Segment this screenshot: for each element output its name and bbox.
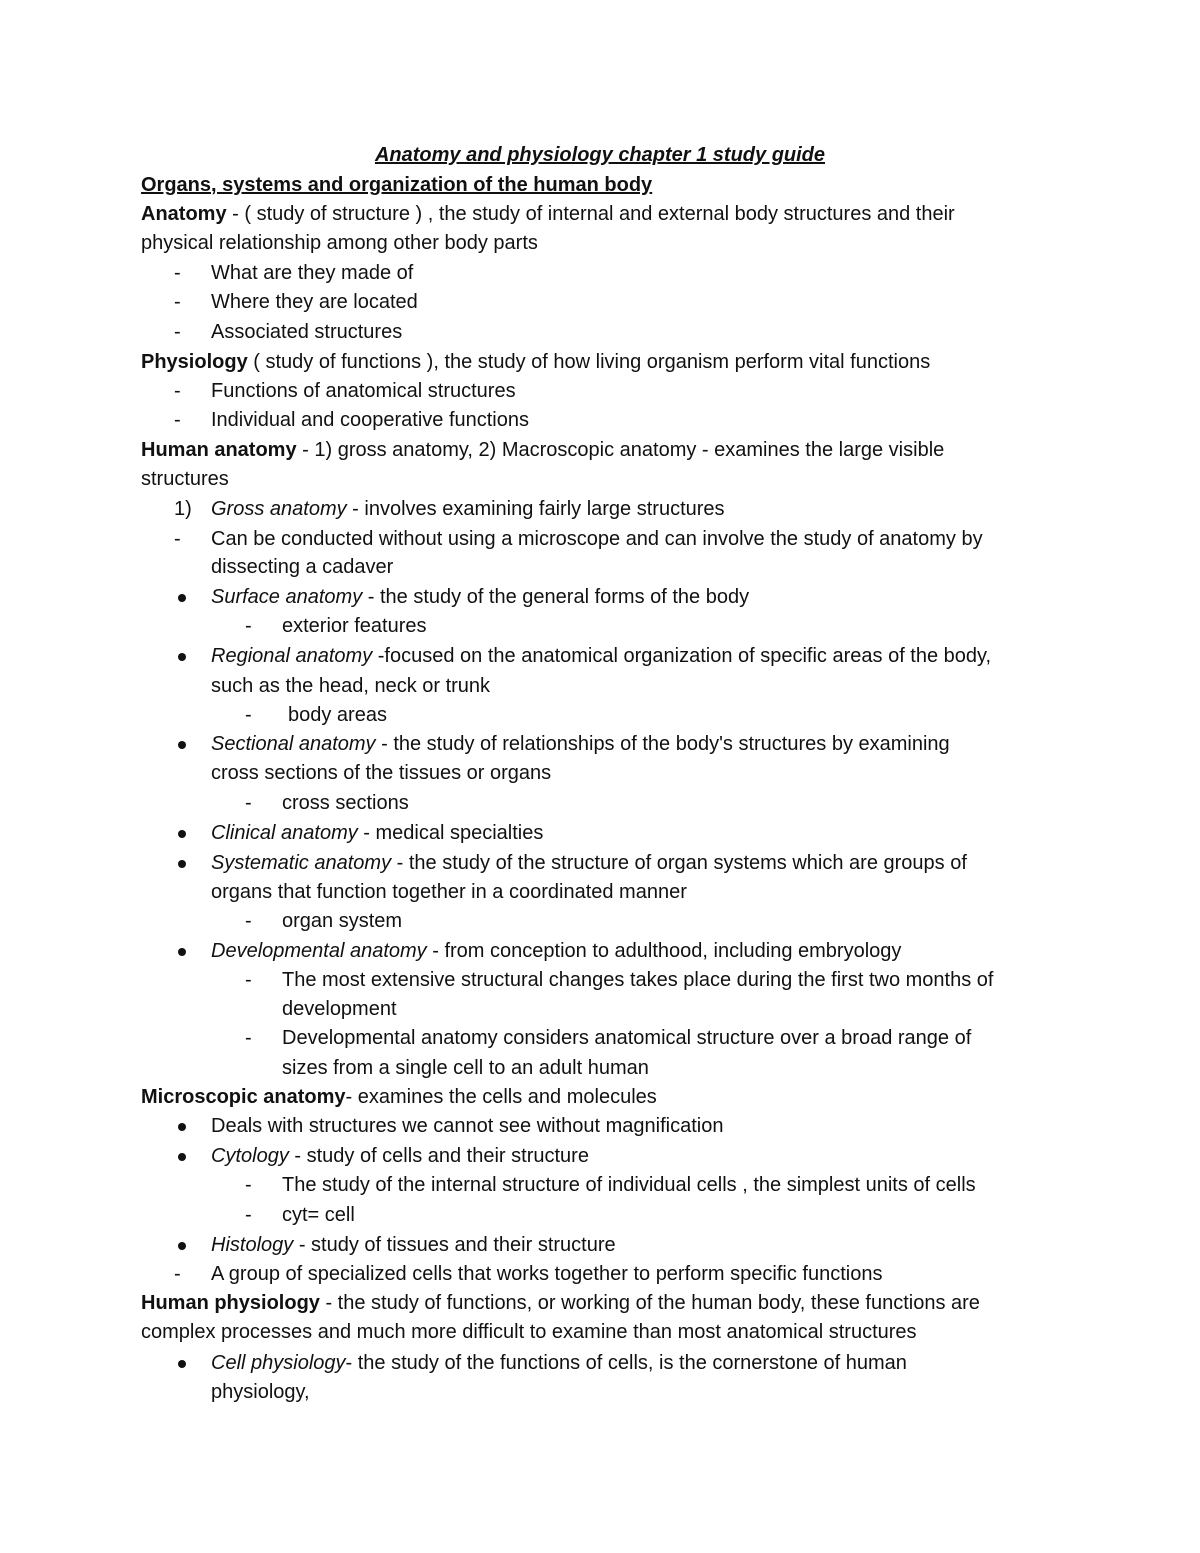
anatomy-def-line-1: - ( study of structure ) , the study of internal and external body structures and their [226,203,955,225]
human-physiology-def-line-1: - the study of functions, or working of the human body, these functions are [319,1292,980,1314]
bullet-marker [178,1123,186,1131]
dash-marker: - [174,262,181,284]
cytology-sub-2: cyt= cell [282,1204,355,1226]
dash-marker: - [245,704,252,726]
sectional-anatomy-term: Sectional anatomy [211,733,376,755]
developmental-sub-2-line-2: sizes from a single cell to an adult human [282,1057,649,1079]
cytology-def: - study of cells and their structure [288,1145,589,1167]
systematic-anatomy-item [211,851,967,875]
sectional-anatomy-sub: cross sections [282,792,409,814]
gross-anatomy-term: Gross anatomy [211,498,347,520]
human-physiology-definition [141,1291,980,1315]
systematic-anatomy-def-line-1: - the study of the structure of organ systems which are groups of [391,852,967,874]
dash-marker: - [245,969,252,991]
anatomy-term: Anatomy [141,203,227,225]
gross-note-line-1: Can be conducted without using a microscope and can involve the study of anatomy by [211,528,983,550]
dash-marker: - [174,291,181,313]
list-item: Where they are located [211,291,418,313]
dash-marker: - [174,528,181,550]
systematic-anatomy-term: Systematic anatomy [211,852,392,874]
gross-anatomy-def: - involves examining fairly large structures [346,498,725,520]
dash-marker: - [174,1263,181,1285]
developmental-anatomy-term: Developmental anatomy [211,940,427,962]
bullet-marker [178,741,186,749]
dash-marker: - [245,1204,252,1226]
systematic-anatomy-sub: organ system [282,910,403,932]
developmental-anatomy-def: - from conception to adulthood, including embryology [426,940,902,962]
sectional-anatomy-def-line-2: cross sections of the tissues or organs [211,762,552,784]
developmental-anatomy-item [211,939,901,963]
regional-anatomy-term: Regional anatomy [211,645,373,667]
surface-anatomy-item [211,585,749,609]
dash-marker: - [174,409,181,431]
number-marker: 1) [174,498,192,520]
microscopic-anatomy-definition [141,1085,657,1109]
dash-marker: - [174,321,181,343]
cell-physiology-def-line-1: - the study of the functions of cells, is the cornerstone of human [345,1352,907,1374]
dash-marker: - [245,615,252,637]
surface-anatomy-def: - the study of the general forms of the body [362,586,750,608]
tissue-note: A group of specialized cells that works together to perform specific functions [211,1263,883,1285]
human-anatomy-def-line-2: structures [141,468,229,490]
anatomy-def-line-2: physical relationship among other body parts [141,232,538,254]
physiology-term: Physiology [141,351,248,373]
bullet-marker [178,1153,186,1161]
surface-anatomy-term: Surface anatomy [211,586,363,608]
regional-anatomy-sub: body areas [288,704,387,726]
sectional-anatomy-def-line-1: - the study of relationships of the body's structures by examining [375,733,950,755]
human-physiology-def-line-2: complex processes and much more difficult to examine than most anatomical structures [141,1321,917,1343]
document-title: Anatomy and physiology chapter 1 study guide [374,144,826,166]
list-item: Associated structures [211,321,403,343]
dash-marker: - [174,380,181,402]
developmental-sub-2-line-1: Developmental anatomy considers anatomical structure over a broad range of [282,1027,972,1049]
gross-note-line-2: dissecting a cadaver [211,556,394,578]
human-anatomy-definition [141,438,944,462]
dash-marker: - [245,792,252,814]
list-item: Individual and cooperative functions [211,409,529,431]
section-heading: Organs, systems and organization of the human body [141,174,653,196]
bullet-marker [178,653,186,661]
bullet-marker [178,860,186,868]
clinical-anatomy-def: - medical specialties [357,822,544,844]
list-item: What are they made of [211,262,414,284]
microscopic-anatomy-term: Microscopic anatomy [141,1086,346,1108]
bullet-marker [178,1242,186,1250]
bullet-marker [178,1360,186,1368]
human-physiology-term: Human physiology [141,1292,320,1314]
clinical-anatomy-item [211,821,543,845]
microscopic-anatomy-def: - examines the cells and molecules [345,1086,657,1108]
cell-physiology-def-line-2: physiology, [211,1381,310,1403]
dash-marker: - [245,1174,252,1196]
anatomy-definition [141,202,955,226]
dash-marker: - [245,1027,252,1049]
bullet-marker [178,594,186,602]
bullet-marker [178,830,186,838]
developmental-sub-1-line-1: The most extensive structural changes takes place during the first two months of [282,969,994,991]
histology-def: - study of tissues and their structure [293,1234,616,1256]
dash-marker: - [245,910,252,932]
physiology-def: ( study of functions ), the study of how living organism perform vital functions [247,351,931,373]
list-item: Functions of anatomical structures [211,380,516,402]
cytology-item [211,1144,589,1168]
cytology-sub-1: The study of the internal structure of individual cells , the simplest units of cells [282,1174,976,1196]
sectional-anatomy-item [211,732,950,756]
cell-physiology-term: Cell physiology [211,1352,346,1374]
histology-item [211,1233,616,1257]
regional-anatomy-def-line-1: -focused on the anatomical organization of specific areas of the body, [372,645,992,667]
list-item: Deals with structures we cannot see without magnification [211,1115,724,1137]
human-anatomy-term: Human anatomy [141,439,297,461]
regional-anatomy-def-line-2: such as the head, neck or trunk [211,675,491,697]
developmental-sub-1-line-2: development [282,998,397,1020]
bullet-marker [178,948,186,956]
cytology-term: Cytology [211,1145,289,1167]
physiology-definition [141,350,930,374]
systematic-anatomy-def-line-2: organs that function together in a coordinated manner [211,881,687,903]
surface-anatomy-sub: exterior features [282,615,427,637]
cell-physiology-item [211,1351,907,1375]
clinical-anatomy-term: Clinical anatomy [211,822,358,844]
regional-anatomy-item [211,644,991,668]
gross-anatomy-item [211,497,725,521]
histology-term: Histology [211,1234,294,1256]
human-anatomy-def-line-1: - 1) gross anatomy, 2) Macroscopic anatomy - examines the large visible [296,439,945,461]
